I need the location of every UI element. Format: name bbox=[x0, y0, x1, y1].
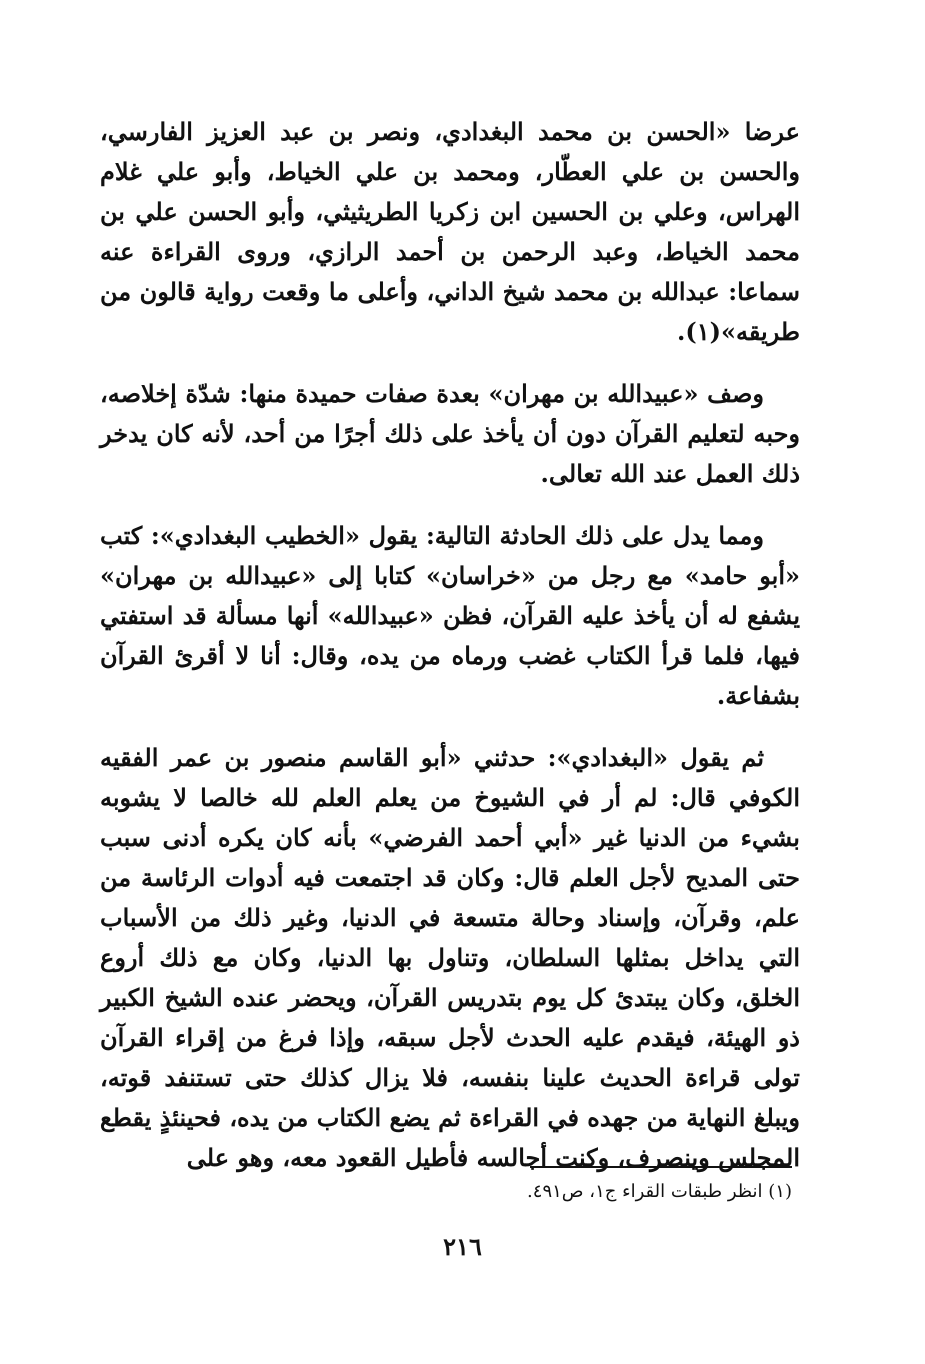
paragraph-3: ومما يدل على ذلك الحادثة التالية: يقول «الخطيب البغدادي»: كتب «أبو حامد» مع رجل من «خراسان» كتابا إلى «عبيدالله بن مهران» يشفع له أن يأخذ عليه القرآن، فظن «عبيدالله» أنها مسألة قد استفتي فيها، فلما قرأ الكتاب غضب ورماه من يده، وقال: أنا لا أقرئ القرآن بشفاعة. bbox=[100, 521, 800, 710]
footnote-divider bbox=[530, 1166, 792, 1168]
page-number: ٢١٦ bbox=[443, 1232, 482, 1261]
paragraph-1: عرضا «الحسن بن محمد البغدادي، ونصر بن عبد العزيز الفارسي، والحسن بن علي العطّار، ومحمد بن علي الخياط، وأبو علي غلام الهراس، وعلي بن الحسين ابن زكريا الطريثيثي، وأبو الحسن علي بن محمد الخياط، وعبد الرحمن بن أحمد الرازي، وروى القراءة عنه سماعا: عبدالله بن محمد شيخ الداني، وأعلى ما وقعت رواية قالون من طريقه»(١). bbox=[100, 117, 800, 346]
footnote: (١) انظر طبقات القراء ج١، ص٤٩١. bbox=[527, 1181, 792, 1202]
paragraph-4: ثم يقول «البغدادي»: حدثني «أبو القاسم منصور بن عمر الفقيه الكوفي قال: لم أر في الشيوخ من يعلم العلم لله خالصا لا يشوبه بشيء من الدنيا غير «أبي أحمد الفرضي» بأنه كان يكره أدنى سبب حتى المديح لأجل العلم قال: وكان قد اجتمعت فيه أدوات الرئاسة من علم، وقرآن، وإسناد وحالة متسعة في الدنيا، وغير ذلك من الأسباب التي يداخل بمثلها السلطان، وتناول بها الدنيا، وكان مع ذلك أروع الخلق، وكان يبتدئ كل يوم بتدريس القرآن، ويحضر عنده الشيخ الكبير ذو الهيئة، فيقدم عليه الحدث لأجل سبقه، وإذا فرغ من إقراء القرآن تولى قراءة الحديث علينا بنفسه، فلا يزال كذلك حتى تستنفد قوته، ويبلغ النهاية من جهده في القراءة ثم يضع الكتاب من يده، فحينئذٍ يقطع المجلس وينصرف، وكنت أجالسه فأطيل القعود معه، وهو على bbox=[100, 743, 800, 1172]
page-body bbox=[100, 112, 800, 1200]
paragraph-2: وصف «عبيدالله بن مهران» بعدة صفات حميدة منها: شدّة إخلاصه، وحبه لتعليم القرآن دون أن يأخذ على ذلك أجرًا من أحد، لأنه كان يدخر ذلك العمل عند الله تعالى. bbox=[100, 379, 800, 488]
